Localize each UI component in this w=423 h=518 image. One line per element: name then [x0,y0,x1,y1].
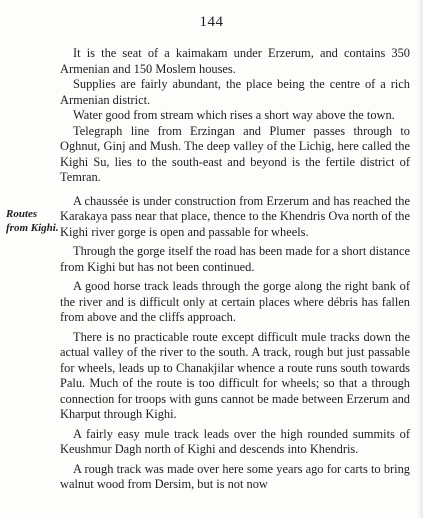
paragraph-horse-track: A good horse track leads through the gorge along the right bank of the river and is difficult only at certain places where débris has fallen from above and the cliffs approach. [60,279,410,324]
paragraph-chaussee: A chaussée is under construction from Erzerum and has reached the Karakaya pass near that place, thence to the Khendris Ova north of the Kighi river gorge is open and passable for wheels. [60,193,410,239]
paragraph-keushmur-dagh: A fairly easy mule track leads over the high rounded summits of Keushmur Dagh north of Kighi and descends into Khendris. [60,426,410,456]
paragraph-supplies: Supplies are fairly abundant, the place being the centre of a rich Armenian district. [60,77,410,107]
paragraph-water: Water good from stream which rises a short way above the town. [73,108,395,122]
paragraph-telegraph: Telegraph line from Erzingan and Plumer passes through to Oghnut, Ginj and Mush. The deep valley of the Lichig, here called the Kighi Su, lies to the south-east and beyond is the fertile district of Temran. [60,123,410,184]
page-edge-shadow [417,0,423,518]
body-text [60,46,410,493]
paragraph-rough-track: A rough track was made over here some years ago for carts to bring walnut wood from Dersim, but is not now [60,461,410,491]
margin-note-routes-from-kighi: Routes from Kighi. [6,208,59,234]
paragraph-gorge-road: Through the gorge itself the road has been made for a short distance from Kighi but has not been continued. [60,244,410,274]
page-number: 144 [199,14,224,30]
paragraph-mule-tracks: There is no practicable route except difficult mule tracks down the actual valley of the river to the south. A track, rough but just passable for wheels, leads up to Chanakjilar whence a route runs south towards Palu. Much of the route is too difficult for wheels; so that a through connection for troops with guns cannot be made between Erzerum and Kharput through Kighi. [60,329,410,421]
paragraph-seat-of-kaimakam: It is the seat of a kaimakam under Erzerum, and contains 350 Armenian and 150 Moslem houses. [60,46,410,76]
